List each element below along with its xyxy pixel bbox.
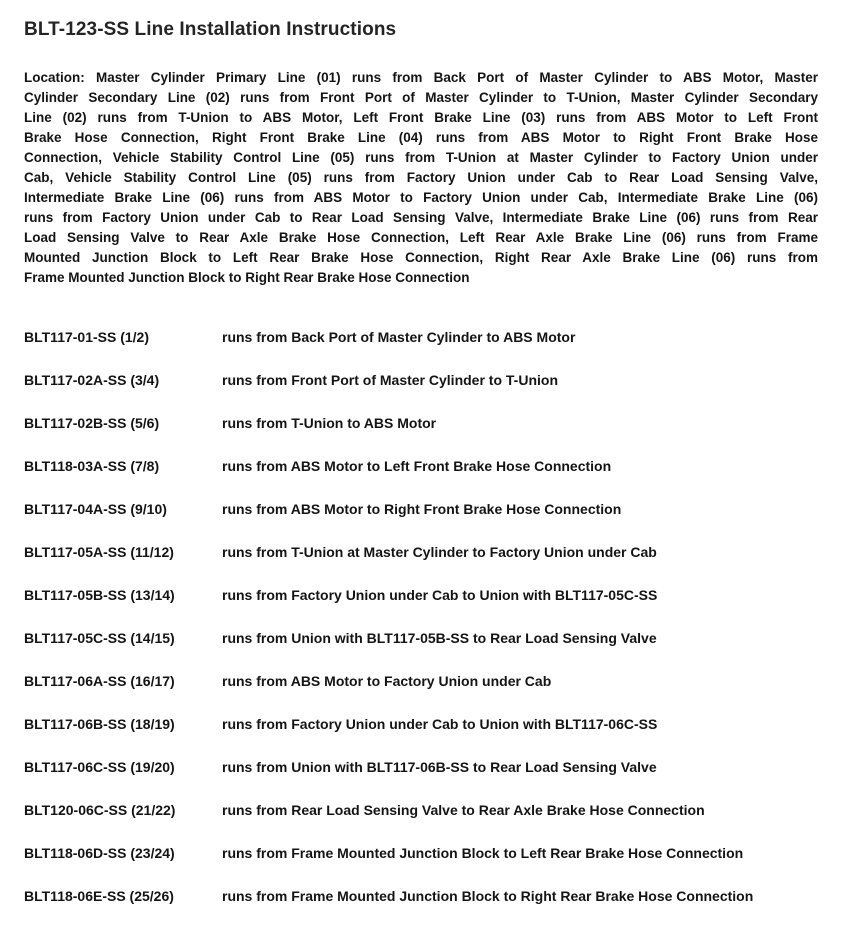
part-description: runs from ABS Motor to Factory Union under Cab bbox=[222, 673, 552, 689]
part-number: BLT117-04A-SS (9/10) bbox=[24, 501, 167, 517]
part-number: BLT117-06B-SS (18/19) bbox=[24, 716, 175, 732]
location-paragraph-line: Cab, Vehicle Stability Control Line (05) runs from Factory Union under Cab to Rear Load Sensing Valve, bbox=[24, 170, 818, 185]
location-paragraph-line: Connection, Vehicle Stability Control Line (05) runs from T-Union at Master Cylinder to Factory Union under bbox=[24, 150, 818, 165]
part-description: runs from Factory Union under Cab to Union with BLT117-06C-SS bbox=[222, 716, 658, 732]
part-row bbox=[24, 544, 818, 561]
part-number: BLT118-06D-SS (23/24) bbox=[24, 845, 175, 861]
location-paragraph-line: Brake Hose Connection, Right Front Brake Line (04) runs from ABS Motor to Right Front Brake Hose bbox=[24, 130, 818, 145]
part-number: BLT117-06C-SS (19/20) bbox=[24, 759, 175, 775]
location-paragraph-line: Line (02) runs from T-Union to ABS Motor, Left Front Brake Line (03) runs from ABS Motor to Left Front bbox=[24, 110, 818, 125]
part-number: BLT117-05B-SS (13/14) bbox=[24, 587, 175, 603]
part-description: runs from Union with BLT117-05B-SS to Rear Load Sensing Valve bbox=[222, 630, 657, 646]
part-number: BLT117-02B-SS (5/6) bbox=[24, 415, 160, 431]
part-description: runs from Frame Mounted Junction Block to Right Rear Brake Hose Connection bbox=[222, 888, 754, 904]
part-row bbox=[24, 759, 818, 776]
part-number: BLT118-06E-SS (25/26) bbox=[24, 888, 174, 904]
part-number: BLT120-06C-SS (21/22) bbox=[24, 802, 176, 818]
part-number: BLT117-05C-SS (14/15) bbox=[24, 630, 175, 646]
part-row bbox=[24, 802, 818, 819]
part-row bbox=[24, 587, 818, 604]
location-paragraph-line: Frame Mounted Junction Block to Right Rear Brake Hose Connection bbox=[24, 270, 470, 285]
part-row bbox=[24, 845, 818, 862]
part-description: runs from ABS Motor to Left Front Brake Hose Connection bbox=[222, 458, 612, 474]
part-row bbox=[24, 673, 818, 690]
part-description: runs from Factory Union under Cab to Union with BLT117-05C-SS bbox=[222, 587, 658, 603]
part-description: runs from Rear Load Sensing Valve to Rear Axle Brake Hose Connection bbox=[222, 802, 705, 818]
part-description: runs from T-Union at Master Cylinder to Factory Union under Cab bbox=[222, 544, 657, 560]
part-description: runs from Frame Mounted Junction Block to Left Rear Brake Hose Connection bbox=[222, 845, 744, 861]
parts-list bbox=[24, 329, 818, 905]
part-row bbox=[24, 501, 818, 518]
part-row bbox=[24, 372, 818, 389]
location-paragraph-line: Mounted Junction Block to Left Rear Brake Hose Connection, Right Rear Axle Brake Line (06) runs from bbox=[24, 250, 818, 265]
part-description: runs from T-Union to ABS Motor bbox=[222, 415, 437, 431]
part-number: BLT117-02A-SS (3/4) bbox=[24, 372, 160, 388]
location-paragraph-line: Cylinder Secondary Line (02) runs from Front Port of Master Cylinder to T-Union, Master Cylinder Secondary bbox=[24, 90, 818, 105]
part-number: BLT118-03A-SS (7/8) bbox=[24, 458, 160, 474]
part-row bbox=[24, 458, 818, 475]
part-number: BLT117-06A-SS (16/17) bbox=[24, 673, 175, 689]
part-number: BLT117-01-SS (1/2) bbox=[24, 329, 150, 345]
location-paragraph-line: Location: Master Cylinder Primary Line (01) runs from Back Port of Master Cylinder to ABS Motor, Master bbox=[24, 70, 818, 85]
location-paragraph-line: Intermediate Brake Line (06) runs from ABS Motor to Factory Union under Cab, Intermediate Brake Line (06) bbox=[24, 190, 818, 205]
part-description: runs from Front Port of Master Cylinder to T-Union bbox=[222, 372, 558, 388]
part-row bbox=[24, 415, 818, 432]
part-description: runs from ABS Motor to Right Front Brake Hose Connection bbox=[222, 501, 622, 517]
location-paragraph-line: runs from Factory Union under Cab to Rear Load Sensing Valve, Intermediate Brake Line (06) runs from Rear bbox=[24, 210, 818, 225]
part-row bbox=[24, 716, 818, 733]
part-row bbox=[24, 329, 818, 346]
part-number: BLT117-05A-SS (11/12) bbox=[24, 544, 174, 560]
part-description: runs from Union with BLT117-06B-SS to Rear Load Sensing Valve bbox=[222, 759, 657, 775]
document-title: BLT-123-SS Line Installation Instructions bbox=[24, 19, 397, 40]
part-description: runs from Back Port of Master Cylinder to ABS Motor bbox=[222, 329, 576, 345]
location-paragraph-line: Load Sensing Valve to Rear Axle Brake Hose Connection, Left Rear Axle Brake Line (06) runs from Frame bbox=[24, 230, 818, 245]
location-paragraph bbox=[24, 68, 818, 288]
part-row bbox=[24, 888, 818, 905]
part-row bbox=[24, 630, 818, 647]
